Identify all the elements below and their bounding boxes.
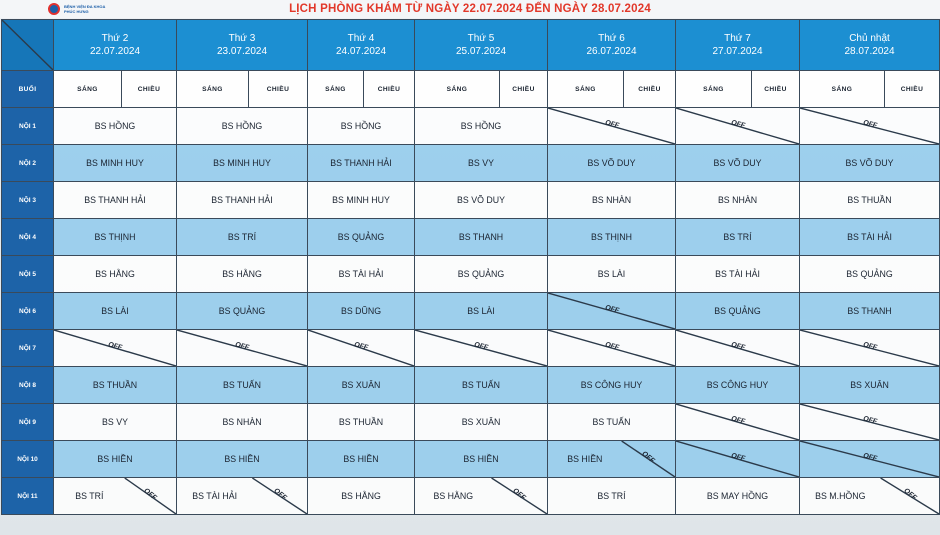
room-label: NỘI 9 [2,404,54,441]
schedule-cell[interactable] [177,330,308,367]
doctor-name: BS VÕ DUY [587,158,636,168]
session-afternoon: CHIỀU [500,71,548,108]
schedule-cell[interactable] [415,441,548,478]
off-label: OFF [729,415,746,426]
doctor-name: BS NHÀN [717,195,758,205]
schedule-cell[interactable] [415,145,548,182]
day-date: 28.07.2024 [844,46,895,57]
day-name: Chủ nhật [849,33,890,44]
doctor-name: BS TÀI HẢI [338,269,384,279]
doctor-name: BS TUẤN [462,380,500,390]
schedule-cell[interactable] [548,330,676,367]
room-label: NỘI 4 [2,219,54,256]
doctor-name: BS THỊNH [94,232,136,242]
session-morning: SÁNG [415,71,500,108]
schedule-cell[interactable] [800,219,940,256]
doctor-name: BS TRÍ [597,491,626,501]
day-header [800,20,940,71]
schedule-cell[interactable] [676,145,800,182]
session-afternoon: CHIỀU [122,71,177,108]
schedule-cell[interactable] [800,404,940,441]
schedule-cell[interactable] [800,367,940,404]
schedule-cell[interactable] [548,441,676,478]
schedule-cell[interactable] [800,182,940,219]
day-header [308,20,415,71]
schedule-cell[interactable] [415,330,548,367]
schedule-cell[interactable] [800,293,940,330]
schedule-table [1,19,940,515]
doctor-name: BS VÕ DUY [845,158,894,168]
schedule-cell[interactable] [548,108,676,145]
doctor-name: BS THUẦN [338,417,384,427]
schedule-cell[interactable] [676,108,800,145]
schedule-cell[interactable] [676,404,800,441]
schedule-cell[interactable] [676,478,800,515]
doctor-name: BS HỒNG [94,121,136,131]
doctor-name: BS THANH [458,232,504,242]
session-row-label: BUỔI [2,71,54,108]
doctor-name: BS HIỀN [224,454,260,464]
schedule-cell[interactable] [676,367,800,404]
doctor-name: BS HỒNG [340,121,382,131]
schedule-cell[interactable] [308,145,415,182]
off-label: OFF [511,487,527,502]
session-afternoon: CHIỀU [752,71,800,108]
room-label: NỘI 11 [2,478,54,515]
doctor-name: BS VY [468,158,494,168]
doctor-name: BS THỊNH [591,232,632,242]
schedule-cell[interactable] [415,293,548,330]
day-date: 27.07.2024 [712,46,763,57]
session-morning: SÁNG [676,71,752,108]
day-date: 26.07.2024 [586,46,637,57]
schedule-cell[interactable] [676,182,800,219]
room-label: NỘI 2 [2,145,54,182]
schedule-cell[interactable] [308,367,415,404]
room-label: NỘI 6 [2,293,54,330]
room-label: NỘI 3 [2,182,54,219]
schedule-cell[interactable] [800,256,940,293]
doctor-name: BS QUẢNG [218,306,266,316]
off-label: OFF [861,341,878,352]
schedule-cell[interactable] [548,404,676,441]
off-label: OFF [902,487,918,502]
schedule-cell[interactable] [548,182,676,219]
session-morning: SÁNG [177,71,249,108]
session-afternoon: CHIỀU [885,71,940,108]
doctor-name: BS TRÍ [75,491,104,501]
doctor-name: BS XUÂN [461,417,501,427]
off-label: OFF [272,487,288,502]
schedule-cell[interactable] [415,478,548,515]
doctor-name: BS MINH HUY [213,158,271,168]
doctor-name: BS THANH HẢI [211,195,273,205]
day-header [54,20,177,71]
session-afternoon: CHIỀU [624,71,676,108]
corner-diagonal-line [2,20,53,70]
schedule-cell[interactable] [177,145,308,182]
doctor-name: BS HIỀN [463,454,499,464]
doctor-name: BS TUẤN [223,380,261,390]
doctor-name: BS THANH HẢI [330,158,392,168]
schedule-cell[interactable] [308,256,415,293]
day-name: Thứ 2 [101,33,129,44]
schedule-cell[interactable] [54,219,177,256]
day-header [676,20,800,71]
doctor-name: BS MINH HUY [332,195,390,205]
session-morning: SÁNG [308,71,364,108]
page-title: LỊCH PHÒNG KHÁM TỪ NGÀY 22.07.2024 ĐẾN NGÀY 28.07.2024 [289,3,651,15]
session-morning: SÁNG [800,71,885,108]
schedule-cell[interactable] [800,330,940,367]
doctor-name: BS TUẤN [592,417,631,427]
off-diagonal-line [415,478,547,514]
doctor-name: BS TRÍ [723,232,752,242]
doctor-name: BS LÀI [467,306,495,316]
doctor-name: BS QUẢNG [337,232,385,242]
day-name: Thứ 7 [724,33,751,44]
schedule-cell[interactable] [308,293,415,330]
doctor-name: BS LÀI [597,269,626,279]
doctor-name: BS VÕ DUY [713,158,762,168]
schedule-cell[interactable] [800,441,940,478]
schedule-cell[interactable] [54,441,177,478]
off-label: OFF [142,487,158,502]
schedule-cell[interactable] [676,219,800,256]
schedule-cell[interactable] [308,441,415,478]
schedule-cell[interactable] [800,145,940,182]
doctor-name: BS HẰNG [433,491,474,501]
day-header [548,20,676,71]
doctor-name: BS MINH HUY [86,158,144,168]
schedule-cell[interactable] [54,256,177,293]
schedule-cell[interactable] [676,256,800,293]
off-diagonal-line [800,478,939,514]
doctor-name: BS HIỀN [343,454,379,464]
schedule-cell[interactable] [415,108,548,145]
day-header [177,20,308,71]
off-label: OFF [861,452,878,463]
day-date: 23.07.2024 [216,46,268,57]
doctor-name: BS M.HỒNG [815,491,866,501]
doctor-name: BS NHÀN [222,417,262,427]
day-date: 24.07.2024 [335,46,387,57]
schedule-cell[interactable] [177,367,308,404]
doctor-name: BS THANH [847,306,892,316]
doctor-name: BS XUÂN [341,380,381,390]
doctor-name: BS QUẢNG [846,269,893,279]
doctor-name: BS THANH HẢI [84,195,146,205]
schedule-cell[interactable] [800,108,940,145]
room-label: NỘI 10 [2,441,54,478]
session-morning: SÁNG [54,71,122,108]
doctor-name: BS HẰNG [222,269,262,279]
schedule-cell[interactable] [676,293,800,330]
day-date: 22.07.2024 [89,46,141,57]
schedule-cell[interactable] [177,182,308,219]
schedule-cell[interactable] [308,478,415,515]
doctor-name: BS HIỀN [567,454,603,464]
day-date: 25.07.2024 [455,46,507,57]
schedule-cell[interactable] [308,404,415,441]
schedule-cell[interactable] [54,367,177,404]
room-label: NỘI 8 [2,367,54,404]
doctor-name: BS MAY HỒNG [706,491,769,501]
doctor-name: BS TÀI HẢI [192,491,238,501]
doctor-name: BS THUẦN [847,195,892,205]
room-label: NỘI 7 [2,330,54,367]
session-afternoon: CHIỀU [249,71,308,108]
day-name: Thứ 4 [347,33,375,44]
off-label: OFF [234,341,250,352]
schedule-cell[interactable] [308,182,415,219]
schedule-cell[interactable] [415,404,548,441]
off-label: OFF [729,341,746,352]
schedule-cell[interactable] [415,367,548,404]
schedule-cell[interactable] [177,404,308,441]
schedule-cell[interactable] [54,182,177,219]
schedule-cell[interactable] [177,441,308,478]
doctor-name: BS HỒNG [221,121,263,131]
off-label: OFF [353,341,369,352]
off-label: OFF [473,341,489,352]
doctor-name: BS VÕ DUY [457,195,505,205]
schedule-cell[interactable] [676,330,800,367]
doctor-name: BS THUẦN [92,380,138,390]
doctor-name: BS TÀI HẢI [715,269,760,279]
schedule-cell[interactable] [548,145,676,182]
off-label: OFF [861,119,878,130]
schedule-cell[interactable] [415,256,548,293]
doctor-name: BS CÔNG HUY [580,380,643,390]
off-label: OFF [603,119,620,130]
doctor-name: BS QUẢNG [457,269,505,279]
doctor-name: BS HIỀN [97,454,133,464]
room-label: NỘI 5 [2,256,54,293]
session-morning: SÁNG [548,71,624,108]
schedule-cell[interactable] [177,293,308,330]
header-corner [2,20,54,71]
schedule-cell[interactable] [548,367,676,404]
off-label: OFF [603,341,620,352]
schedule-cell[interactable] [548,293,676,330]
schedule-cell[interactable] [54,404,177,441]
schedule-cell[interactable] [177,256,308,293]
day-name: Thứ 3 [228,33,256,44]
off-label: OFF [861,415,878,426]
session-afternoon: CHIỀU [364,71,415,108]
doctor-name: BS XUÂN [850,380,889,390]
off-label: OFF [640,450,656,465]
logo-line-2: PHÚC HƯNG [64,9,89,14]
day-name: Thứ 5 [467,33,495,44]
off-label: OFF [603,304,620,315]
doctor-name: BS HẰNG [341,491,381,501]
doctor-name: BS LÀI [101,306,129,316]
logo-line-1: BỆNH VIỆN ĐA KHOA [64,4,106,9]
schedule-cell[interactable] [54,108,177,145]
schedule-cell[interactable] [177,219,308,256]
schedule-cell[interactable] [548,219,676,256]
doctor-name: BS VY [102,417,128,427]
schedule-cell[interactable] [676,441,800,478]
schedule-cell[interactable] [548,256,676,293]
schedule-cell[interactable] [54,330,177,367]
doctor-name: BS HỒNG [460,121,502,131]
room-label: NỘI 1 [2,108,54,145]
off-label: OFF [729,452,746,463]
doctor-name: BS DŨNG [340,306,382,316]
off-label: OFF [107,341,123,352]
schedule-cell[interactable] [177,108,308,145]
schedule-cell[interactable] [54,478,177,515]
doctor-name: BS NHÀN [591,195,632,205]
schedule-cell[interactable] [177,478,308,515]
schedule-cell[interactable] [308,219,415,256]
day-header [415,20,548,71]
doctor-name: BS TÀI HẢI [847,232,892,242]
doctor-name: BS QUẢNG [714,306,761,316]
doctor-name: BS TRÍ [227,232,257,242]
schedule-cell[interactable] [800,478,940,515]
day-name: Thứ 6 [598,33,625,44]
doctor-name: BS CÔNG HUY [706,380,769,390]
schedule-cell[interactable] [308,330,415,367]
schedule-cell[interactable] [308,108,415,145]
schedule-cell[interactable] [54,293,177,330]
schedule-cell[interactable] [415,219,548,256]
schedule-cell[interactable] [54,145,177,182]
off-label: OFF [729,119,746,130]
doctor-name: BS HẰNG [95,269,135,279]
off-diagonal-line [548,441,675,477]
schedule-cell[interactable] [548,478,676,515]
schedule-cell[interactable] [415,182,548,219]
